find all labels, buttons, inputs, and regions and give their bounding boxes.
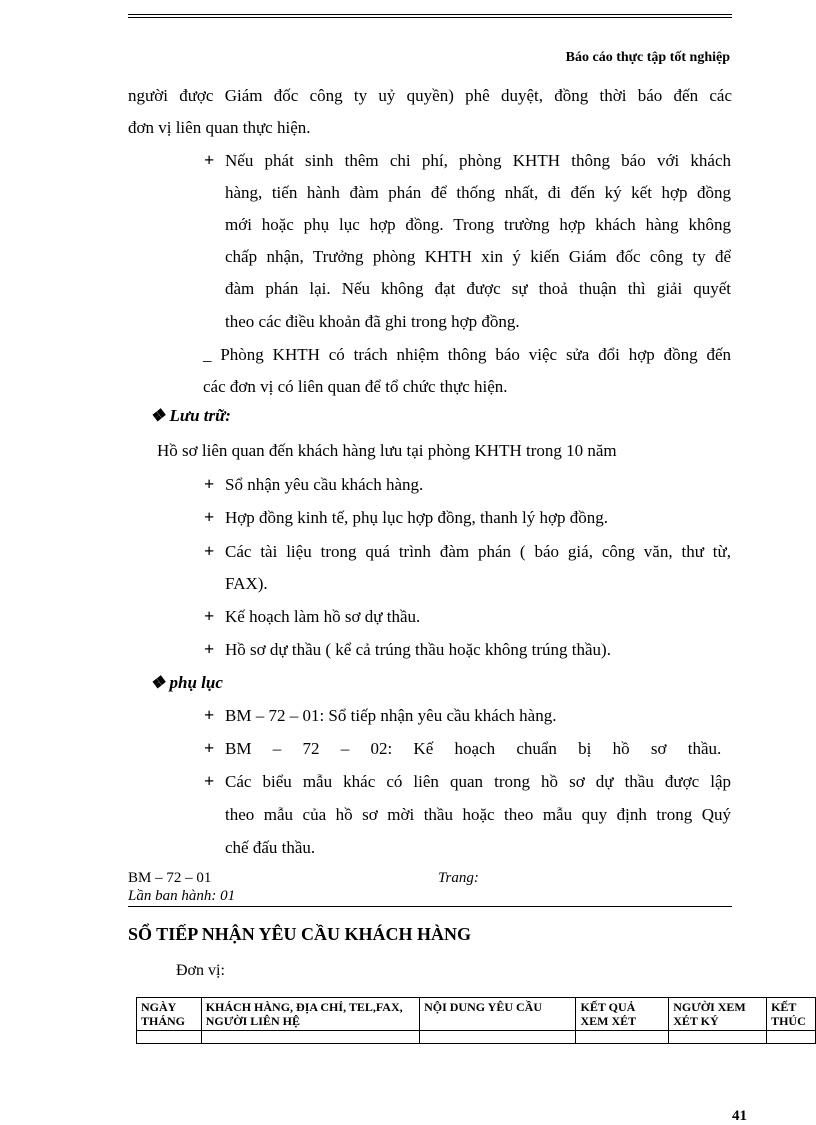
plus-icon: + <box>204 705 215 725</box>
column-header: KHÁCH HÀNG, ĐỊA CHỈ, TEL,FAX, NGƯỜI LIÊN HỆ <box>201 998 419 1031</box>
plus-icon: + <box>204 606 215 626</box>
plus-icon: + <box>204 738 215 758</box>
column-header: KẾT QUẢ XEM XÉT <box>576 998 669 1031</box>
appendix-item: chế đấu thầu. <box>225 838 316 857</box>
item1-line: đàm phán lại. Nếu không đạt được sự thoả thuận thì giải quyết <box>225 279 731 298</box>
form-issue: Lần ban hành: 01 <box>128 888 236 904</box>
storage-item: Hợp đồng kinh tế, phụ lục hợp đồng, thanh lý hợp đồng. <box>225 508 608 527</box>
storage-item: Kế hoạch làm hồ sơ dự thầu. <box>225 607 421 626</box>
table-cell <box>201 1031 419 1044</box>
table-header-row <box>137 998 816 1031</box>
appendix-item: BM – 72 – 01: Sổ tiếp nhận yêu cầu khách hàng. <box>225 706 557 725</box>
column-header: NỘI DUNG YÊU CẦU <box>420 998 576 1031</box>
item1-line: Nếu phát sinh thêm chi phí, phòng KHTH thông báo với khách <box>225 151 731 170</box>
dash-line-2: các đơn vị có liên quan để tổ chức thực hiện. <box>203 377 508 396</box>
item1-line: theo các điều khoản đã ghi trong hợp đồng. <box>225 312 520 331</box>
form-page-label: Trang: <box>438 870 479 886</box>
plus-icon: + <box>204 150 215 170</box>
storage-item: FAX). <box>225 574 268 593</box>
intro-line-1: người được Giám đốc công ty uỷ quyền) phê duyệt, đồng thời báo đến các <box>128 86 732 105</box>
table-cell <box>576 1031 669 1044</box>
header-rule-2 <box>128 17 732 18</box>
table-row <box>137 1031 816 1044</box>
form-code: BM – 72 – 01 <box>128 870 212 886</box>
table-cell <box>669 1031 767 1044</box>
item1-line: chấp nhận, Trưởng phòng KHTH xin ý kiến Giám đốc công ty để <box>225 247 731 266</box>
column-header: KẾT THÚC <box>767 998 816 1031</box>
form-title: SỔ TIẾP NHẬN YÊU CẦU KHÁCH HÀNG <box>128 924 472 944</box>
storage-item: Hồ sơ dự thầu ( kể cả trúng thầu hoặc không trúng thầu). <box>225 640 611 659</box>
plus-icon: + <box>204 541 215 561</box>
table-cell <box>137 1031 202 1044</box>
appendix-heading: ❖ phụ lục <box>150 673 223 692</box>
running-header: Báo cáo thực tập tốt nghiệp <box>565 50 730 65</box>
intro-line-2: đơn vị liên quan thực hiện. <box>128 118 311 137</box>
column-header: NGƯỜI XEM XÉT KÝ <box>669 998 767 1031</box>
storage-intro: Hồ sơ liên quan đến khách hàng lưu tại phòng KHTH trong 10 năm <box>157 441 617 460</box>
header-rule <box>128 14 732 15</box>
dash-line-1: _ Phòng KHTH có trách nhiệm thông báo việc sửa đổi hợp đồng đến <box>203 345 731 364</box>
table-cell <box>420 1031 576 1044</box>
plus-icon: + <box>204 639 215 659</box>
unit-label: Đơn vị: <box>176 962 225 979</box>
page-number: 41 <box>732 1108 747 1124</box>
appendix-item: theo mẫu của hồ sơ mời thầu hoặc theo mẫu quy định trong Quý <box>225 805 731 824</box>
table-cell <box>767 1031 816 1044</box>
plus-icon: + <box>204 771 215 791</box>
storage-heading: ❖ Lưu trữ: <box>150 406 231 425</box>
form-divider <box>128 906 732 907</box>
plus-icon: + <box>204 507 215 527</box>
storage-item: Các tài liệu trong quá trình đàm phán ( báo giá, công văn, thư từ, <box>225 542 731 561</box>
request-log-table <box>136 997 816 1044</box>
column-header: NGÀY THÁNG <box>137 998 202 1031</box>
diamond-bullet-icon: ❖ <box>150 673 166 692</box>
item1-line: hàng, tiến hành đàm phán để thống nhất, đi đến ký kết hợp đồng <box>225 183 731 202</box>
diamond-bullet-icon: ❖ <box>150 406 166 425</box>
storage-item: Sổ nhận yêu cầu khách hàng. <box>225 475 424 494</box>
appendix-item: Các biểu mẫu khác có liên quan trong hồ sơ dự thầu được lập <box>225 772 731 791</box>
item1-line: mới hoặc phụ lục hợp đồng. Trong trường hợp khách hàng không <box>225 215 731 234</box>
appendix-item: BM – 72 – 02: Kế hoạch chuẩn bị hồ sơ thầu. <box>225 739 722 758</box>
plus-icon: + <box>204 474 215 494</box>
